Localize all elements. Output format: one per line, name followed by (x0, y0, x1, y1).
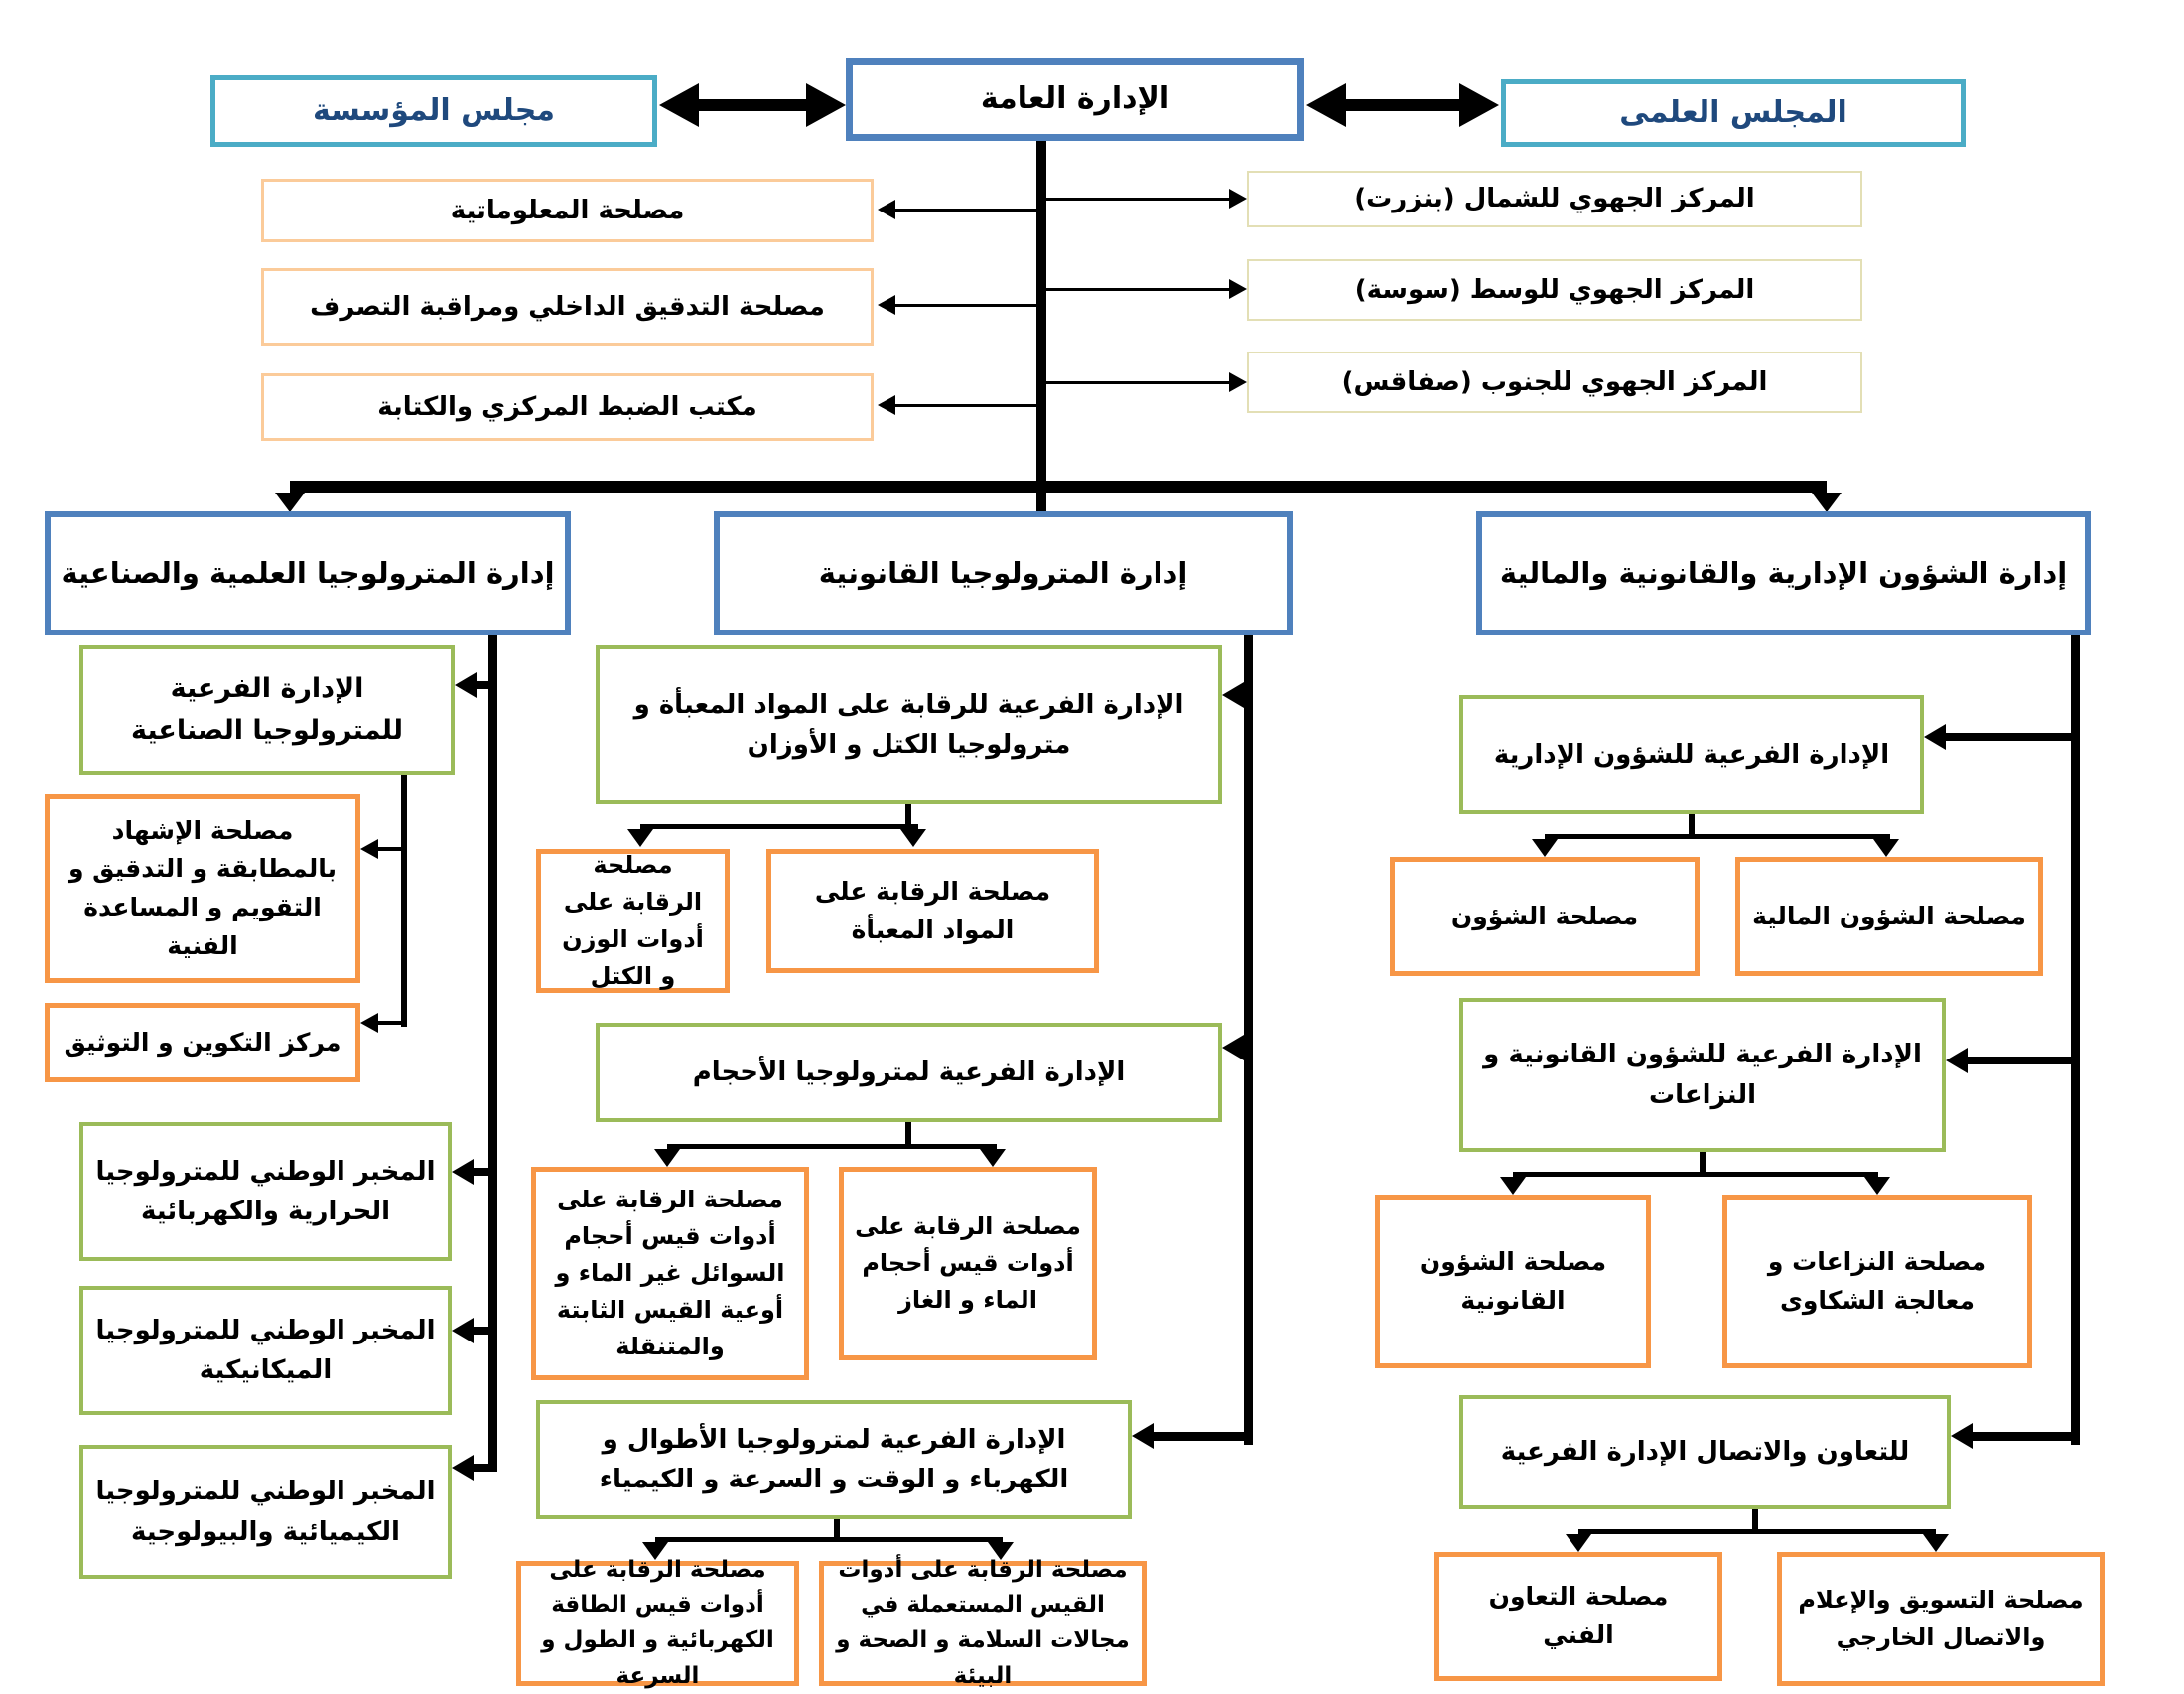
connector-line (474, 1464, 490, 1472)
connector-line (1752, 1509, 1758, 1531)
connector-line (1046, 198, 1231, 201)
water-gas-volume-service-box: مصلحة الرقابة على أدوات قيس أحجام الماء و الغاز (839, 1167, 1097, 1360)
lab-mechanical-box: المخبر الوطني للمترولوجيا الميكانيكية (79, 1286, 452, 1415)
connector-line (667, 1144, 997, 1149)
general-administration-box: الإدارة العامة (846, 58, 1304, 141)
marketing-media-service-box: مصلحة التسويق والإعلام والاتصال الخارجي (1777, 1552, 2105, 1686)
dept-legal-metrology-box: إدارة المترولوجيا القانونية (714, 511, 1293, 635)
arrow-down-icon (980, 1149, 1006, 1167)
arrow-down-icon (275, 493, 305, 512)
legal-affairs-service-box: مصلحة الشؤون القانونية (1375, 1195, 1651, 1368)
arrow-right-icon (1459, 83, 1499, 127)
lab-thermal-electrical-box: المخبر الوطني للمترولوجيا الحرارية والكهربائية (79, 1122, 452, 1261)
arrow-right-icon (1229, 279, 1247, 299)
arrow-left-icon (1306, 83, 1346, 127)
sub-admin-cooperation-communication-box: للتعاون والاتصال الإدارة الفرعية (1459, 1395, 1951, 1509)
disputes-complaints-service-box: مصلحة النزاعات و معالجة الشكاوى (1722, 1195, 2032, 1368)
regional-center-north-box: المركز الجهوي للشمال (بنزرت) (1247, 171, 1862, 227)
arrow-left-icon (878, 200, 895, 219)
connector-line (1689, 814, 1695, 836)
connector-line (905, 804, 911, 826)
connector-line (1036, 493, 1046, 512)
arrow-down-icon (1532, 839, 1558, 857)
middle-spine-line (1244, 635, 1253, 1445)
connector-line (640, 824, 918, 829)
arrow-left-icon (452, 1159, 474, 1185)
arrow-down-icon (1923, 1534, 1949, 1552)
packaged-goods-service-box: مصلحة الرقابة على المواد المعبأة (766, 849, 1099, 973)
arrow-left-icon (878, 395, 895, 415)
arrow-left-icon (360, 1013, 378, 1033)
connector-line (378, 847, 401, 851)
arrow-left-icon (1222, 1035, 1244, 1060)
arrow-left-icon (659, 83, 699, 127)
connector-line (1700, 1152, 1706, 1174)
sub-admin-legal-disputes-box: الإدارة الفرعية للشؤون القانونية و النزاعات (1459, 998, 1946, 1152)
arrow-down-icon (1864, 1177, 1890, 1195)
arrow-left-icon (1946, 1048, 1968, 1073)
sub-admin-volumes-metrology-box: الإدارة الفرعية لمترولوجيا الأحجام (596, 1023, 1222, 1122)
connector-line (1154, 1432, 1244, 1441)
arrow-left-icon (1132, 1423, 1154, 1449)
regional-center-south-box: المركز الجهوي للجنوب (صفاقس) (1247, 352, 1862, 413)
central-registry-office-box: مكتب الضبط المركزي والكتابة (261, 373, 874, 441)
financial-affairs-service-box: مصلحة الشؤون المالية (1735, 857, 2043, 976)
internal-audit-service-box: مصلحة التدقيق الداخلي ومراقبة التصرف (261, 268, 874, 346)
connector-line (834, 1519, 840, 1539)
arrow-down-icon (654, 1149, 680, 1167)
connector-line (1046, 381, 1231, 384)
right-spine-line (2071, 635, 2080, 1445)
connector-line (655, 1537, 1003, 1542)
connector-line (474, 1327, 490, 1335)
connector-line (1973, 1432, 2071, 1441)
arrow-left-icon (1924, 724, 1946, 750)
arrow-left-icon (452, 1455, 474, 1481)
affairs-service-box: مصلحة الشؤون (1390, 857, 1700, 976)
dept-scientific-industrial-metrology-box: إدارة المترولوجيا العلمية والصناعية (45, 511, 571, 635)
arrow-down-icon (1566, 1534, 1591, 1552)
sub-admin-administrative-affairs-box: الإدارة الفرعية للشؤون الإدارية (1459, 695, 1924, 814)
regional-center-central-box: المركز الجهوي للوسط (سوسة) (1247, 259, 1862, 321)
informatics-service-box: مصلحة المعلوماتية (261, 179, 874, 242)
arrow-down-icon (627, 829, 653, 847)
lab-chemical-biological-box: المخبر الوطني للمترولوجيا الكيميائية والبيولوجية (79, 1445, 452, 1579)
arrow-right-icon (806, 83, 846, 127)
arrow-left-icon (1222, 682, 1244, 708)
connector-line (1968, 1057, 2071, 1064)
connector-line (1578, 1529, 1936, 1534)
safety-health-environment-service-box: مصلحة الرقابة على أدوات القيس المستعملة في مجالات السلامة و الصحة و البيئة (819, 1561, 1147, 1686)
connector-line (1046, 288, 1231, 291)
scientific-council-box: المجلس العلمى (1501, 79, 1966, 147)
sub-admin-lengths-electricity-box: الإدارة الفرعية لمترولوجيا الأطوال و الكهرباء و الوقت و السرعة و الكيمياء (536, 1400, 1132, 1519)
connector-line (905, 1122, 911, 1146)
institution-council-box: مجلس المؤسسة (210, 75, 657, 147)
arrow-left-icon (1951, 1423, 1973, 1449)
arrow-down-icon (900, 829, 926, 847)
electric-energy-instruments-service-box: مصلحة الرقابة على أدوات قيس الطاقة الكهربائية و الطول و السرعة (516, 1561, 799, 1686)
connector-line (1545, 834, 1890, 839)
arrow-down-icon (1500, 1177, 1526, 1195)
connector-line (474, 1168, 490, 1176)
arrow-down-icon (1812, 493, 1842, 512)
connector-line (378, 1021, 401, 1025)
main-trunk-line (1036, 141, 1046, 493)
dept-admin-legal-financial-box: إدارة الشؤون الإدارية والقانونية والمالية (1476, 511, 2091, 635)
connector-line (1946, 733, 2071, 741)
arrow-right-icon (1229, 189, 1247, 209)
arrow-left-icon (360, 839, 378, 859)
arrow-down-icon (1873, 839, 1899, 857)
weighing-instruments-service-box: مصلحة الرقابة على أدوات الوزن و الكتل (536, 849, 730, 993)
arrow-right-icon (1229, 372, 1247, 392)
arrow-left-icon (452, 1318, 474, 1343)
technical-cooperation-service-box: مصلحة التعاون الفني (1434, 1552, 1722, 1681)
connector-line (1513, 1172, 1878, 1177)
sub-admin-industrial-metrology-box: الإدارة الفرعية للمترولوجيا الصناعية (79, 645, 455, 775)
top-left-arrow-shaft (695, 99, 810, 111)
connector-line (477, 681, 492, 689)
arrow-left-icon (878, 295, 895, 315)
arrow-left-icon (455, 672, 477, 698)
connector-line (895, 404, 1041, 407)
connector-line (895, 304, 1041, 307)
liquid-volume-instruments-service-box: مصلحة الرقابة على أدوات قيس أحجام السوائل غير الماء و أوعية القيس الثابتة والمتنقلة (531, 1167, 809, 1380)
training-documentation-center-box: مركز التكوين و التوثيق (45, 1003, 360, 1082)
left-spine-line (488, 635, 497, 1472)
top-right-arrow-shaft (1342, 99, 1463, 111)
distribution-line (290, 481, 1827, 493)
sub-admin-packaged-goods-box: الإدارة الفرعية للرقابة على المواد المعبأة و مترولوجيا الكتل و الأوزان (596, 645, 1222, 804)
left-sub-spine-line (401, 775, 407, 1027)
conformity-certification-service-box: مصلحة الإشهاد بالمطابقة و التدقيق و التقويم و المساعدة الفنية (45, 794, 360, 983)
connector-line (895, 209, 1041, 212)
